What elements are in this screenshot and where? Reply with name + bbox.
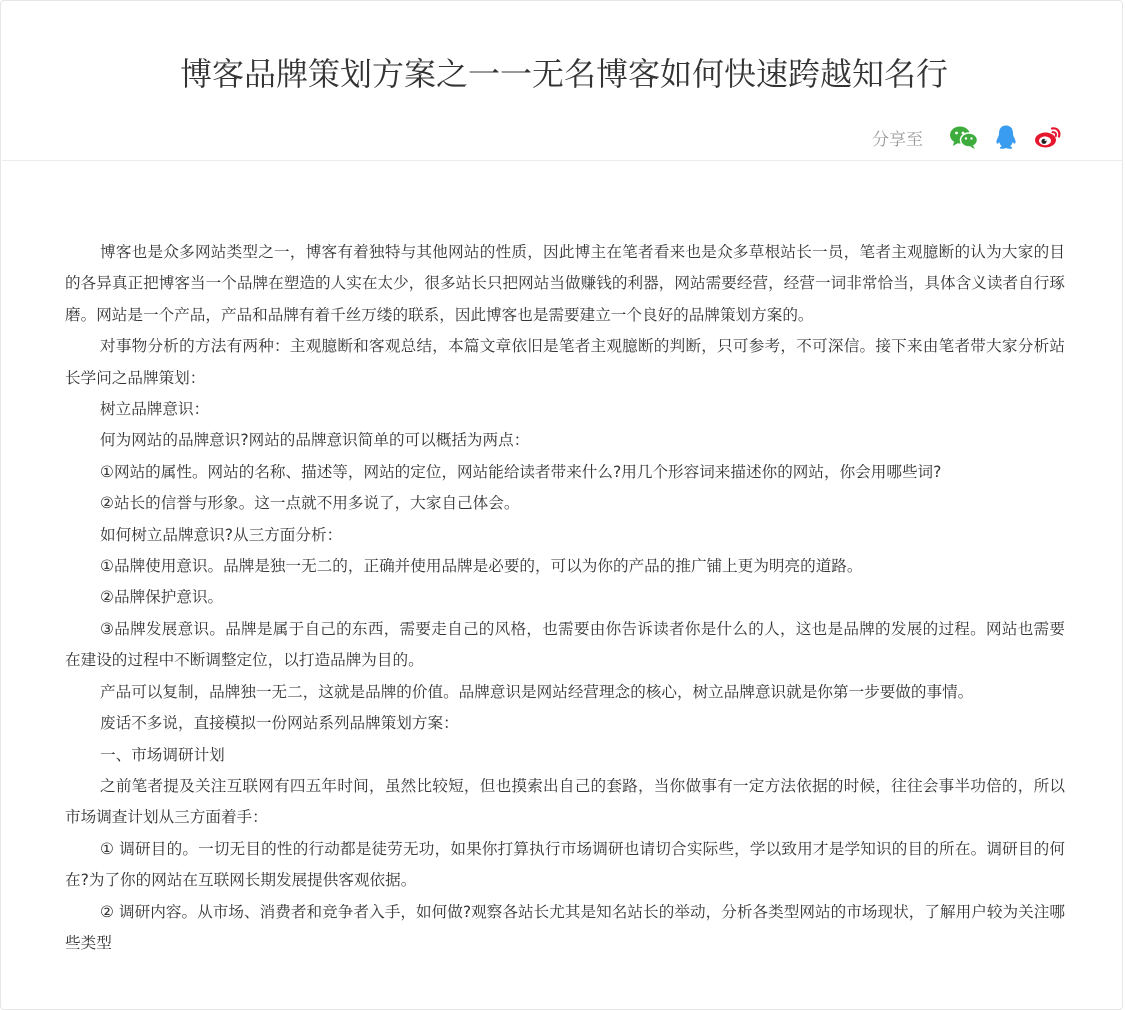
paragraph: ②品牌保护意识。 <box>100 588 224 607</box>
paragraph: 之前笔者提及关注互联网有四五年时间，虽然比较短，但也摸索出自己的套路，当你做事有一定方法依据的时候，往往会事半功倍的，所以市场调查计划从三方面着手： <box>65 776 1065 827</box>
paragraph: 废话不多说，直接模拟一份网站系列品牌策划方案： <box>100 714 459 733</box>
paragraph: ②站长的信誉与形象。这一点就不用多说了，大家自己体会。 <box>100 494 520 513</box>
paragraph: ③品牌发展意识。品牌是属于自己的东西，需要走自己的风格，也需要由你告诉读者你是什么的人，这也是品牌的发展的过程。网站也需要在建设的过程中不断调整定位，以打造品牌为目的。 <box>65 619 1065 670</box>
paragraph: 何为网站的品牌意识?网站的品牌意识简单的可以概括为两点： <box>100 431 530 450</box>
article-header <box>2 2 1123 161</box>
share-bar <box>872 123 1063 151</box>
paragraph: ① 调研目的。一切无目的性的行动都是徒劳无功，如果你打算执行市场调研也请切合实际些，学以致用才是学知识的目的所在。调研目的何在?为了你的网站在互联网长期发展提供客观依据。 <box>65 839 1065 890</box>
share-label: 分享至 <box>872 129 923 150</box>
paragraph: ② 调研内容。从市场、消费者和竞争者入手，如何做?观察各站长尤其是知名站长的举动，分析各类型网站的市场现状，了解用户较为关注哪些类型 <box>65 902 1065 952</box>
paragraph: 产品可以复制，品牌独一无二，这就是品牌的价值。品牌意识是网站经营理念的核心，树立品牌意识就是你第一步要做的事情。 <box>100 682 974 701</box>
section-heading: 一、市场调研计划 <box>100 745 225 764</box>
wechat-icon[interactable] <box>949 124 979 150</box>
paragraph: 如何树立品牌意识?从三方面分析： <box>100 525 343 544</box>
paragraph: ①网站的属性。网站的名称、描述等，网站的定位，网站能给读者带来什么?用几个形容词来描述你的网站，你会用哪些词? <box>100 462 942 481</box>
paragraph: ①品牌使用意识。品牌是独一无二的，正确并使用品牌是必要的，可以为你的产品的推广铺上更为明亮的道路。 <box>100 557 863 576</box>
paragraph: 对事物分析的方法有两种：主观臆断和客观总结，本篇文章依旧是笔者主观臆断的判断，只可参考，不可深信。接下来由笔者带大家分析站长学问之品牌策划： <box>65 337 1065 387</box>
paragraph: 博客也是众多网站类型之一，博客有着独特与其他网站的性质，因此博主在笔者看来也是众多草根站长一员，笔者主观臆断的认为大家的目的各异真正把博客当一个品牌在塑造的人实在太少，很多站长只把网站当做赚钱的利器，网站需要经营，经营一词非常恰当，具体含义读者自行琢磨。网站是一个产品，产品和品牌有着千丝万缕的联系，因此博客也是需要建立一个良好的品牌策划方案的。 <box>65 243 1065 324</box>
weibo-icon[interactable] <box>1033 124 1063 150</box>
qq-icon[interactable] <box>991 124 1021 150</box>
article-body <box>65 237 1065 959</box>
paragraph: 树立品牌意识： <box>100 400 210 419</box>
article-title: 博客品牌策划方案之一一无名博客如何快速跨越知名行 <box>179 55 948 93</box>
